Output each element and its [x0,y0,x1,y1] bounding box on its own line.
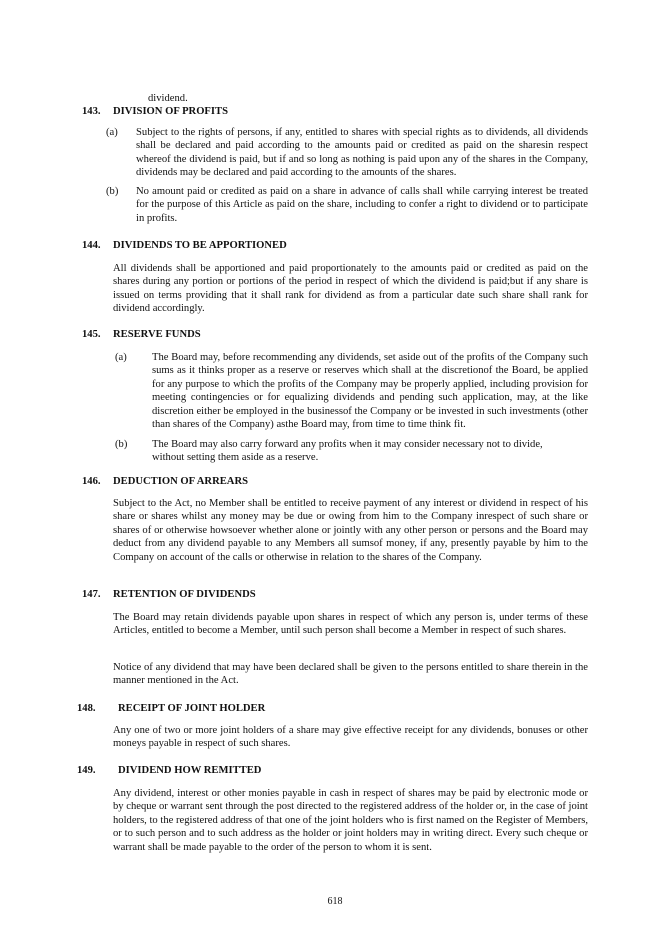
article-145-heading [82,328,201,341]
article-148-paragraph: Any one of two or more joint holders of a share may give effective receipt for any dividends, bonuses or other moneys payable in respect of such shares. [113,725,588,750]
article-title: DEDUCTION OF ARREARS [113,476,248,487]
article-145-item-a [115,351,588,431]
item-label: (a) [115,352,127,363]
article-143-item-a [106,126,588,180]
article-number: 149. [77,765,96,776]
article-144-paragraph: All dividends shall be apportioned and paid proportionately to the amounts paid or credited as paid on the shares during any portion or portions of the period in respect of which the dividend is paid;but if any share is issued on terms providing that it shall rank for dividend as from a particular date such share shall rank for dividend accordingly. [113,263,588,315]
item-text: Subject to the rights of persons, if any, entitled to shares with special rights as to dividends, all dividends shall be declared and paid according to the amounts paid or credited as paid on the sharesin respect whereof the dividend is paid, but if and so long as nothing is paid upon any of the shares in the Company, dividends may be declared and paid according to the amounts of the shares. [136,127,588,179]
item-label: (a) [106,127,118,138]
article-number: 144. [82,240,101,251]
article-number: 147. [82,589,101,600]
article-147-paragraph-2: Notice of any dividend that may have been declared shall be given to the persons entitled to share therein in the manner mentioned in the Act. [113,662,588,687]
item-text: No amount paid or credited as paid on a share in advance of calls shall while carrying interest be treated for the purpose of this Article as paid on the share, including to confer a right to dividend or to participate in profits. [136,186,588,224]
article-title: RETENTION OF DIVIDENDS [113,589,256,600]
article-143-item-b [106,185,588,225]
article-number: 146. [82,476,101,487]
continuation-text: dividend. [148,93,188,104]
article-title: DIVIDEND HOW REMITTED [118,765,262,776]
article-144-heading [82,239,287,252]
article-title: RESERVE FUNDS [113,329,201,340]
article-148-heading [77,702,265,715]
item-label: (b) [115,439,128,450]
article-title: DIVISION OF PROFITS [113,106,228,117]
article-number: 148. [77,703,96,714]
item-label: (b) [106,186,119,197]
page-number: 618 [327,896,343,907]
article-147-heading [82,588,256,601]
article-143-heading [82,105,228,118]
article-number: 143. [82,106,101,117]
article-145-item-b [115,438,588,466]
article-149-paragraph: Any dividend, interest or other monies payable in cash in respect of shares may be paid by electronic mode or by cheque or warrant sent through the post directed to the registered address of the holder or, in the case of joint holders, to the registered address of that one of the joint holders who is first named on the Register of Members, or to such person and to such address as the holder or joint holders may in writing direct. Every such cheque or warrant shall be made payable to the order of the person to whom it is sent. [113,788,588,853]
article-title: RECEIPT OF JOINT HOLDER [118,703,266,714]
article-147-paragraph-1: The Board may retain dividends payable upon shares in respect of which any person is, under terms of these Articles, entitled to become a Member, until such person shall become a Member in respect of such shares. [113,612,588,637]
article-146-paragraph: Subject to the Act, no Member shall be entitled to receive payment of any interest or dividend in respect of his share or shares whilst any money may be due or owing from him to the Company inrespect of such share or shares of or otherwise howsoever whether alone or jointly with any other person or persons and the Board may deduct from any dividend payable to any Members all sumsof money, if any, presently payable by him to the Company on account of the calls or otherwise in relation to the shares of the Company. [113,498,588,563]
article-title: DIVIDENDS TO BE APPORTIONED [113,240,287,251]
article-149-heading [77,764,261,777]
item-text: The Board may, before recommending any dividends, set aside out of the profits of the Company such sums as it thinks proper as a reserve or reserves which shall at the discretionof the Board, be applied for any purpose to which the profits of the Company may be properly applied, including provision for meeting contingencies or for equalizing dividends and pending such application, may, at the like discretion either be employed in the businessof the Company or be invested in such investments (other than shares of the Company) asthe Board may, from time to time think fit. [152,352,588,431]
article-146-heading [82,475,248,488]
article-number: 145. [82,329,101,340]
item-text: The Board may also carry forward any profits when it may consider necessary not to divide, without setting them aside as a reserve. [152,439,543,464]
